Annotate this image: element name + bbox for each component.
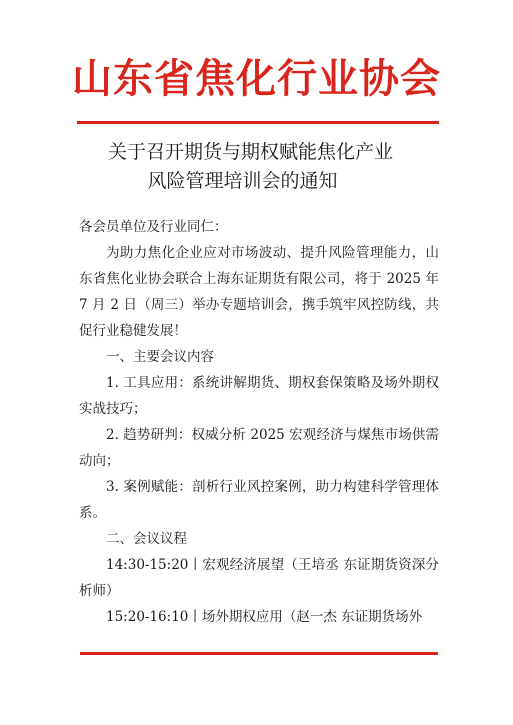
intro-paragraph: 为助力焦化企业应对市场波动、提升风险管理能力，山东省焦化业协会联合上海东证期货有限公司，将于 2025 年 7 月 2 日（周三）举办专题培训会，携手筑牢风控防线，共促行业稳健发展！ xyxy=(79,245,439,339)
salutation: 各会员单位及行业同仁： xyxy=(79,219,228,235)
letterhead-red-rule xyxy=(77,121,439,124)
footer-red-rule xyxy=(80,652,438,655)
section-heading: 二、会议议程 xyxy=(106,531,187,547)
content-item: 2. 趋势研判：权威分析 2025 宏观经济与煤焦市场供需动向； xyxy=(79,427,439,469)
section-heading: 一、主要会议内容 xyxy=(106,349,214,365)
notice-body xyxy=(79,214,439,630)
content-item: 3. 案例赋能：剖析行业风控案例，助力构建科学管理体系。 xyxy=(79,479,439,521)
content-item: 1. 工具应用：系统讲解期货、期权套保策略及场外期权实战技巧； xyxy=(79,375,439,417)
organization-letterhead: 山东省焦化行业协会 xyxy=(72,56,441,102)
notice-title-line-1: 关于召开期货与期权赋能焦化产业 xyxy=(107,141,393,163)
notice-title-line-2: 风险管理培训会的通知 xyxy=(147,170,338,192)
agenda-item: 14:30-15:20丨宏观经济展望（王培丞 东证期货资深分析师） xyxy=(79,557,439,599)
agenda-item: 15:20-16:10丨场外期权应用（赵一杰 东证期货场外 xyxy=(106,609,423,625)
